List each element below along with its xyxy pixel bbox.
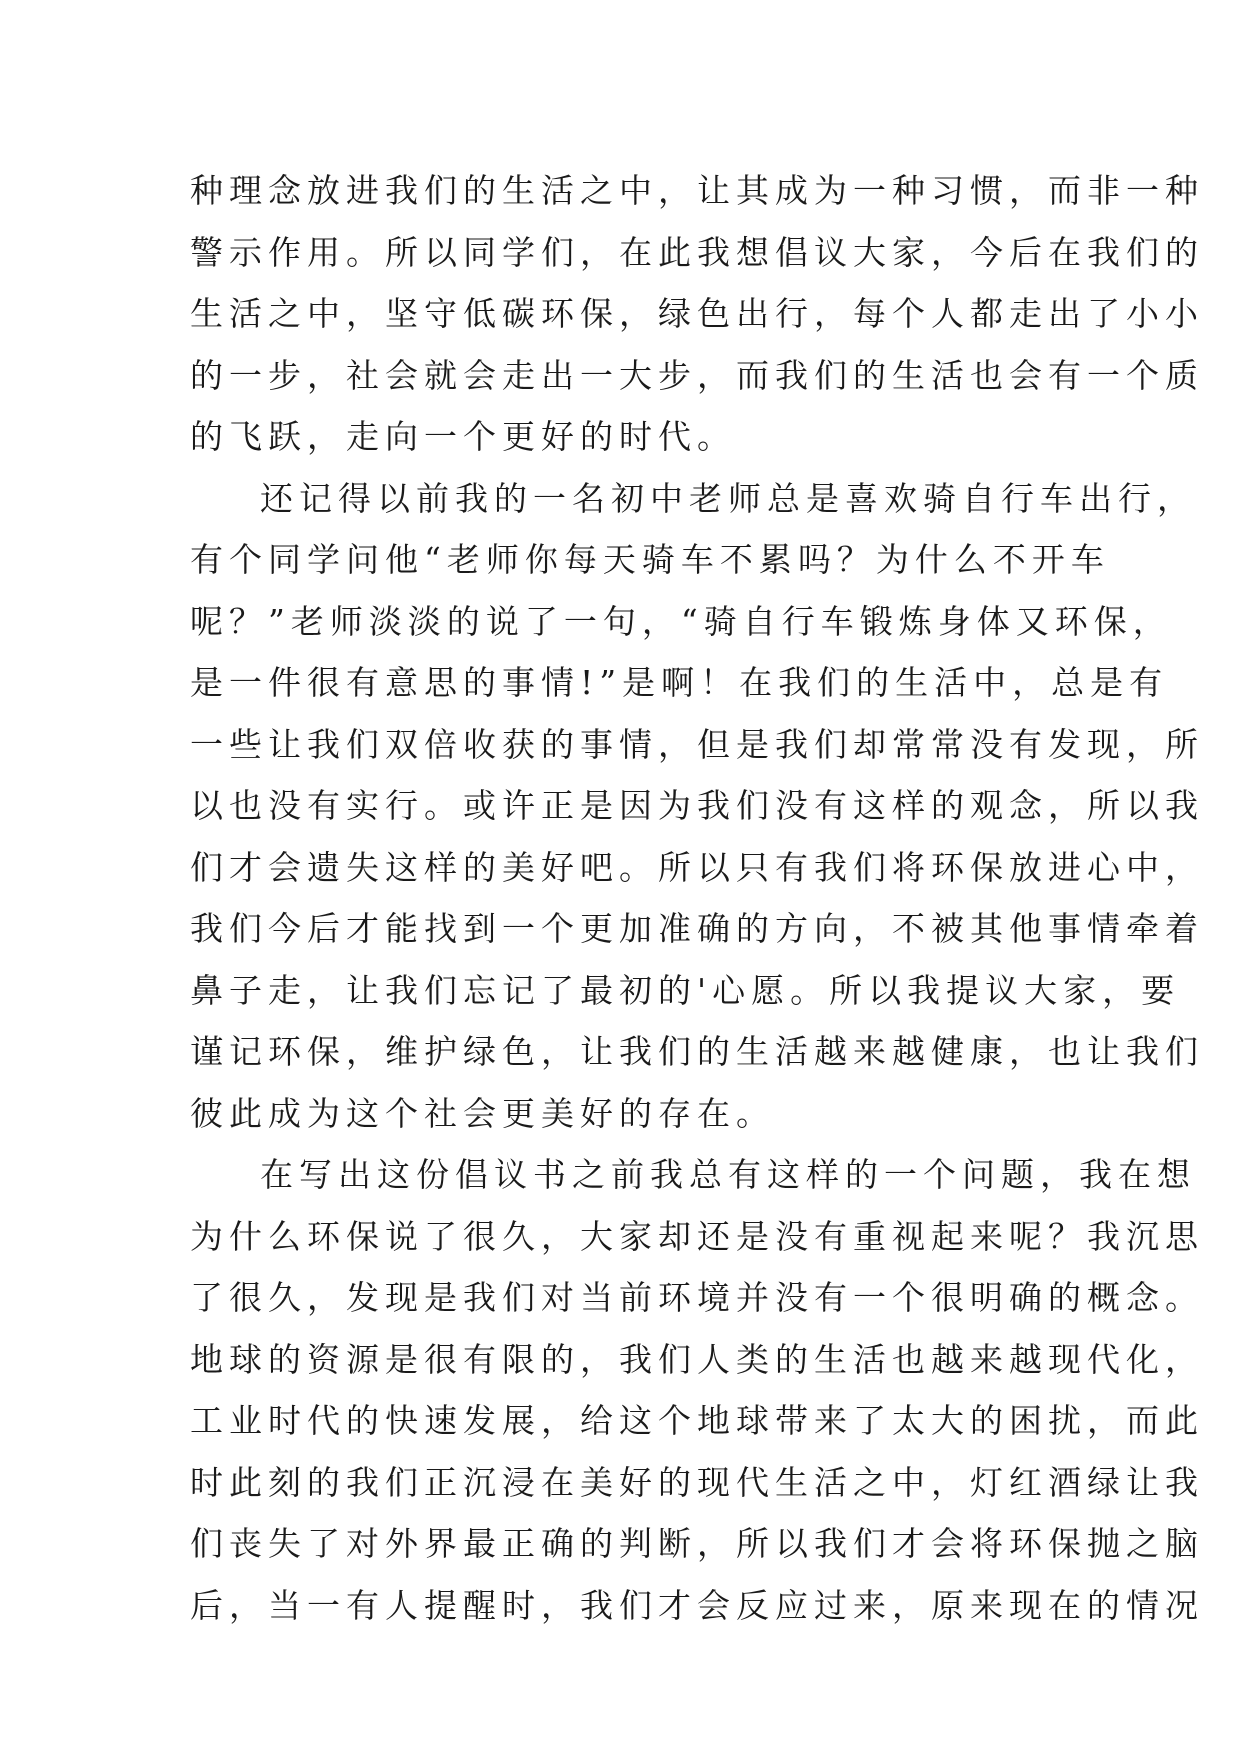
text-line: 的飞跃，走向一个更好的时代。 — [190, 417, 736, 456]
paragraph-first-line: 在写出这份倡议书之前我总有这样的一个问题，我在想 — [260, 1155, 1196, 1194]
text-line: 一些让我们双倍收获的事情，但是我们却常常没有发现，所 — [190, 724, 1204, 764]
text-line: 是一件很有意思的事情!”是啊！在我们的生活中，总是有 — [190, 663, 1169, 702]
text-line: 为什么环保说了很久，大家却还是没有重视起来呢？我沉思 — [190, 1216, 1204, 1256]
text-line: 们丧失了对外界最正确的判断，所以我们才会将环保抛之脑 — [190, 1524, 1204, 1563]
text-line: 的一步，社会就会走出一大步，而我们的生活也会有一个质 — [190, 355, 1204, 395]
text-line: 我们今后才能找到一个更加准确的方向，不被其他事情牵着 — [190, 909, 1204, 948]
text-line: 谨记环保，维护绿色，让我们的生活越来越健康，也让我们 — [190, 1032, 1204, 1071]
text-line: 工业时代的快速发展，给这个地球带来了太大的困扰，而此 — [190, 1401, 1204, 1440]
text-line: 鼻子走，让我们忘记了最初的'心愿。所以我提议大家，要 — [190, 970, 1181, 1010]
text-line: 呢？”老师淡淡的说了一句，“骑自行车锻炼身体又环保， — [190, 601, 1172, 641]
text-line: 有个同学问他“老师你每天骑车不累吗？为什么不开车 — [190, 540, 1110, 579]
text-line: 时此刻的我们正沉浸在美好的现代生活之中，灯红酒绿让我 — [190, 1462, 1204, 1502]
text-line: 警示作用。所以同学们，在此我想倡议大家，今后在我们的 — [190, 232, 1204, 272]
text-line: 了很久，发现是我们对当前环境并没有一个很明确的概念。 — [190, 1278, 1204, 1317]
text-line: 地球的资源是很有限的，我们人类的生活也越来越现代化， — [190, 1339, 1204, 1379]
text-line: 生活之中，坚守低碳环保，绿色出行，每个人都走出了小小 — [190, 294, 1204, 333]
text-line: 种理念放进我们的生活之中，让其成为一种习惯，而非一种 — [190, 171, 1204, 210]
paragraph-first-line: 还记得以前我的一名初中老师总是喜欢骑自行车出行， — [260, 478, 1196, 518]
body-text — [190, 160, 1204, 1636]
text-line: 彼此成为这个社会更美好的存在。 — [190, 1093, 775, 1133]
text-line: 后，当一有人提醒时，我们才会反应过来，原来现在的情况 — [190, 1585, 1204, 1625]
text-line: 以也没有实行。或许正是因为我们没有这样的观念，所以我 — [190, 786, 1204, 825]
text-line: 们才会遗失这样的美好吧。所以只有我们将环保放进心中， — [190, 847, 1204, 887]
